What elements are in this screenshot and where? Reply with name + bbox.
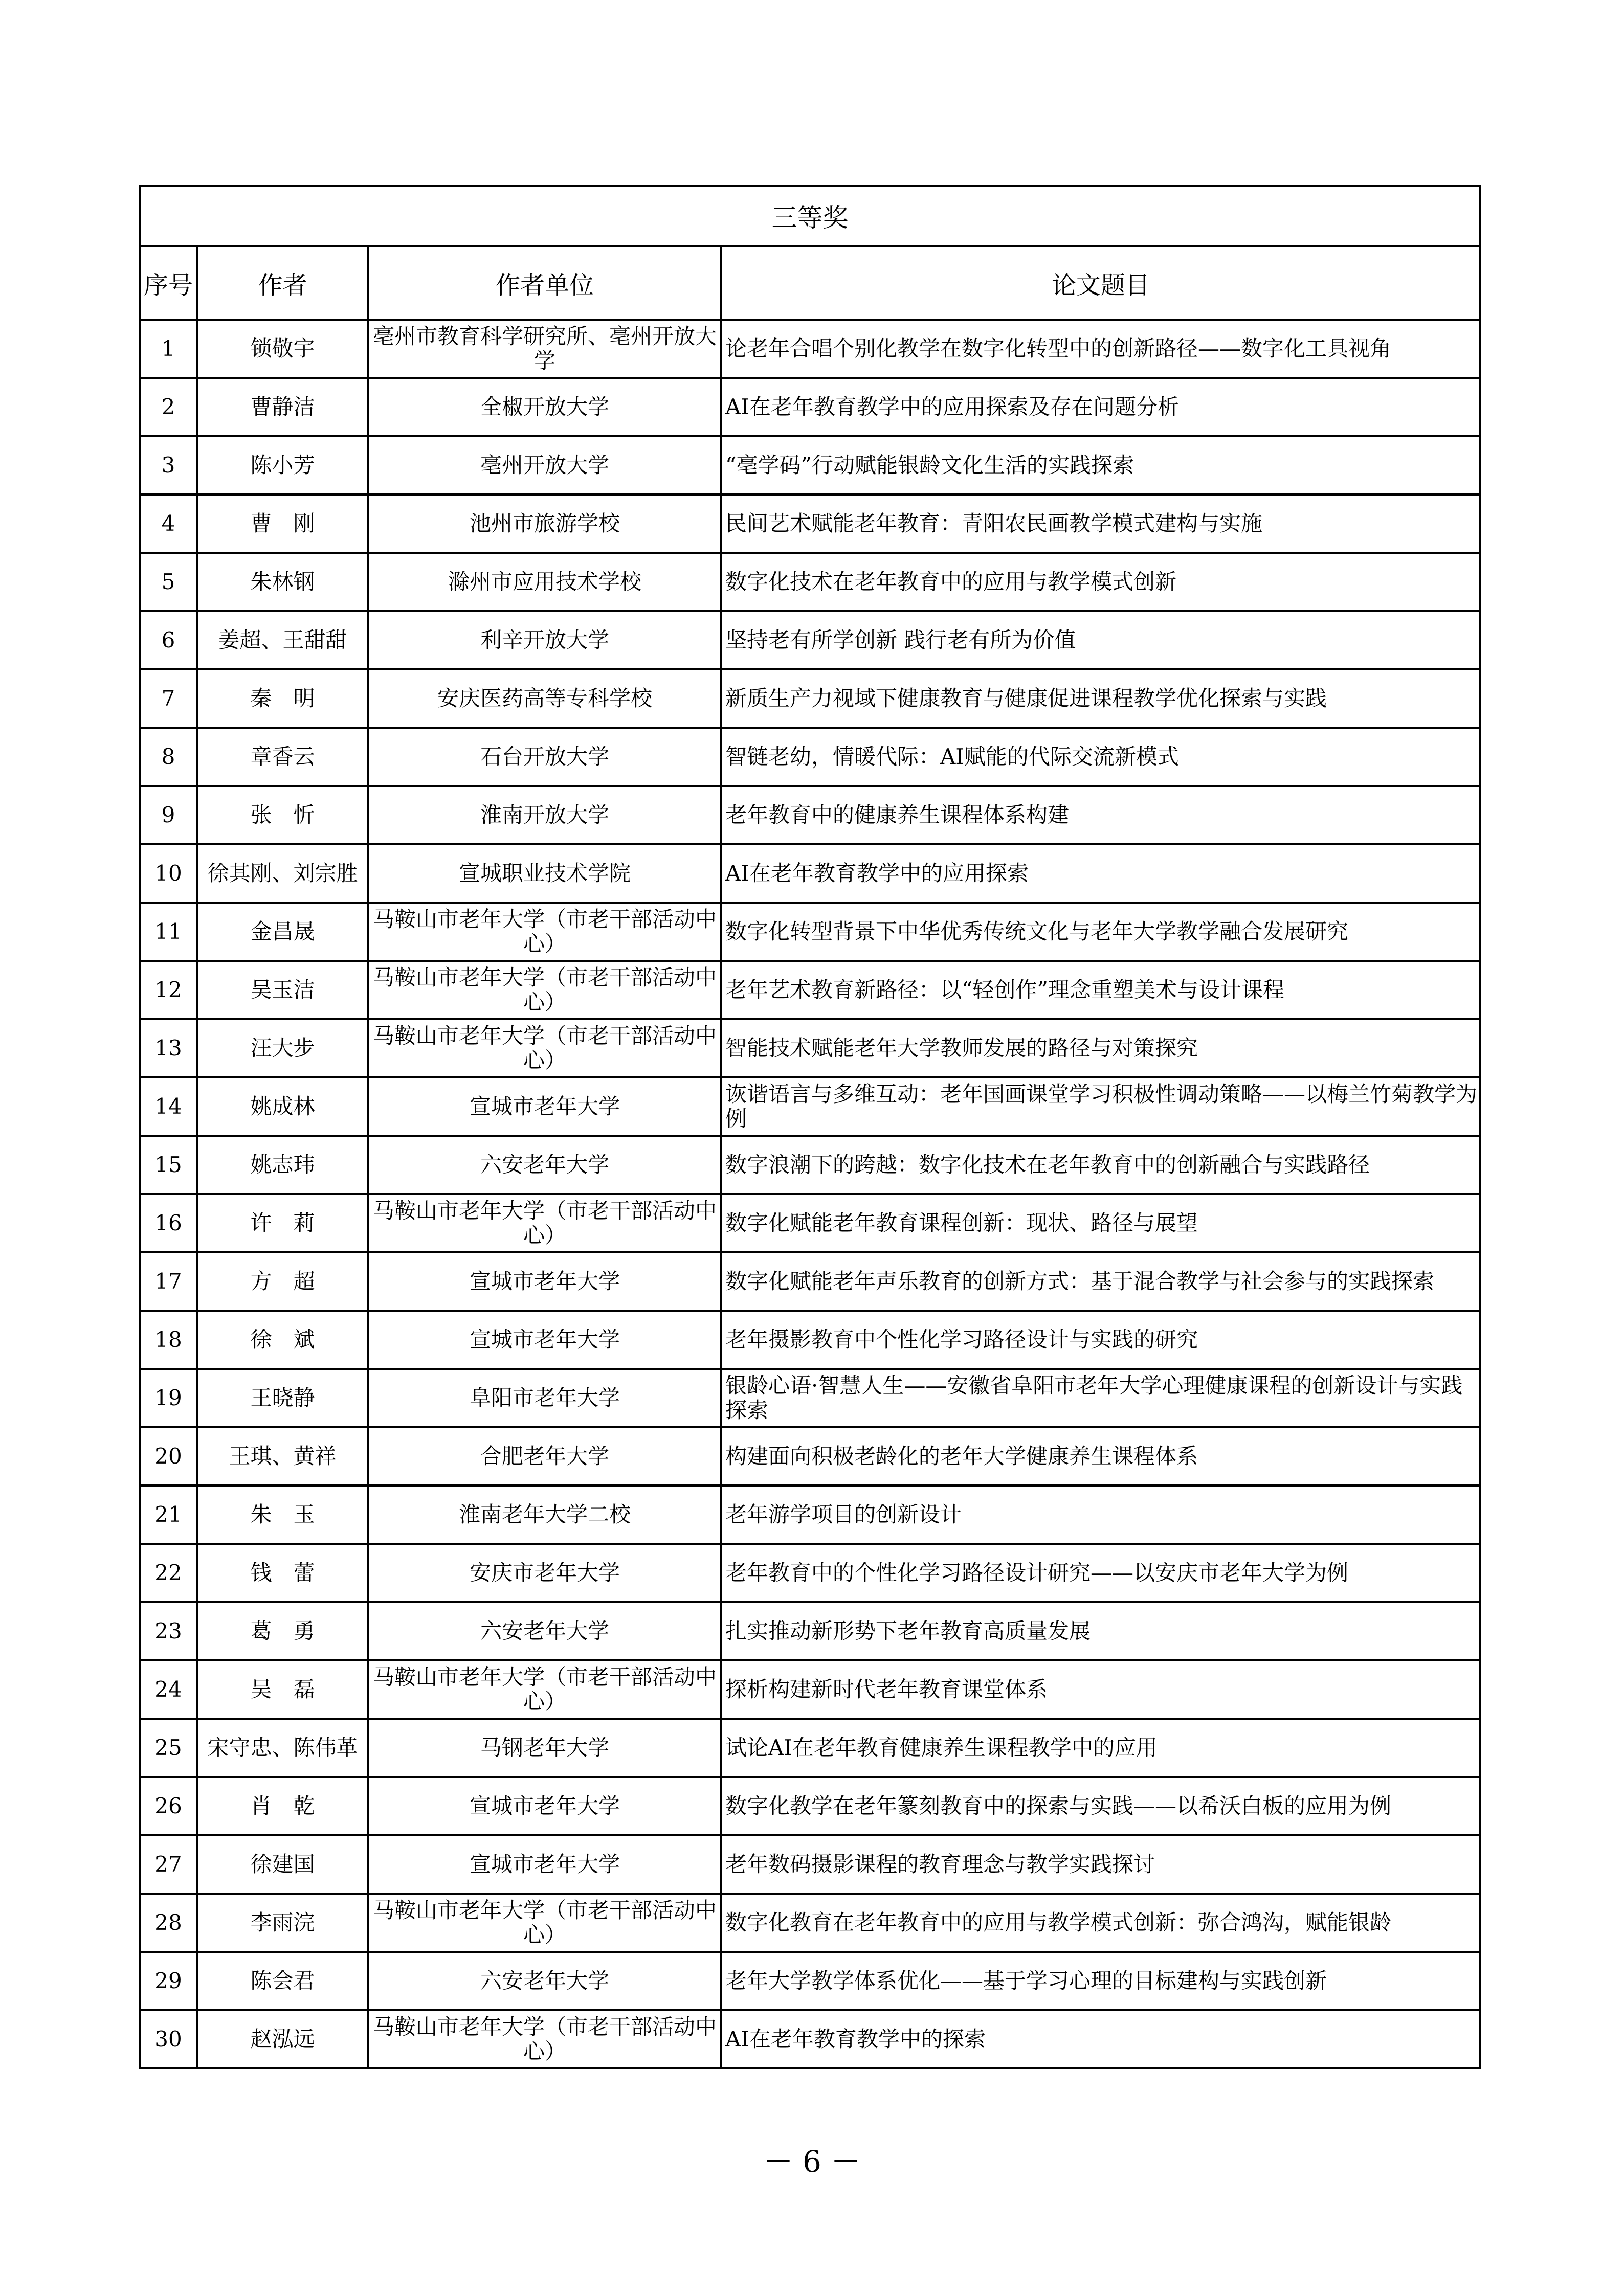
table-row <box>140 786 1480 844</box>
cell-unit: 滁州市应用技术学校 <box>368 553 721 611</box>
table-body <box>140 320 1480 2068</box>
cell-author: 姜超、王甜甜 <box>197 611 368 669</box>
cell-title: 数字化技术在老年教育中的应用与教学模式创新 <box>721 553 1480 611</box>
table-header-row <box>140 246 1480 320</box>
table-row <box>140 1252 1480 1311</box>
cell-author: 朱林钢 <box>197 553 368 611</box>
cell-unit: 宣城市老年大学 <box>368 1252 721 1311</box>
cell-no: 22 <box>140 1544 197 1602</box>
cell-title: 数字化赋能老年教育课程创新：现状、路径与展望 <box>721 1194 1480 1252</box>
cell-title: 构建面向积极老龄化的老年大学健康养生课程体系 <box>721 1427 1480 1485</box>
cell-author: 曹静洁 <box>197 378 368 436</box>
cell-unit: 马鞍山市老年大学（市老干部活动中心） <box>368 1019 721 1077</box>
header-title: 论文题目 <box>721 246 1480 320</box>
cell-author: 徐建国 <box>197 1835 368 1894</box>
cell-unit: 淮南老年大学二校 <box>368 1485 721 1544</box>
cell-author: 李雨浣 <box>197 1894 368 1952</box>
cell-no: 17 <box>140 1252 197 1311</box>
table-row <box>140 1485 1480 1544</box>
cell-title: 数字化教学在老年篆刻教育中的探索与实践——以希沃白板的应用为例 <box>721 1777 1480 1835</box>
cell-title: 数字化赋能老年声乐教育的创新方式：基于混合教学与社会参与的实践探索 <box>721 1252 1480 1311</box>
cell-no: 13 <box>140 1019 197 1077</box>
cell-author: 许 莉 <box>197 1194 368 1252</box>
cell-no: 14 <box>140 1077 197 1136</box>
cell-no: 29 <box>140 1952 197 2010</box>
cell-author: 汪大步 <box>197 1019 368 1077</box>
cell-unit: 六安老年大学 <box>368 1602 721 1660</box>
cell-title: 诙谐语言与多维互动：老年国画课堂学习积极性调动策略——以梅兰竹菊教学为例 <box>721 1077 1480 1136</box>
table-row <box>140 903 1480 961</box>
table-caption: 三等奖 <box>140 186 1480 246</box>
cell-no: 20 <box>140 1427 197 1485</box>
cell-unit: 马鞍山市老年大学（市老干部活动中心） <box>368 1194 721 1252</box>
cell-unit: 宣城市老年大学 <box>368 1777 721 1835</box>
cell-unit: 六安老年大学 <box>368 1136 721 1194</box>
cell-author: 徐其刚、刘宗胜 <box>197 844 368 903</box>
table-row <box>140 1835 1480 1894</box>
table-row <box>140 1077 1480 1136</box>
cell-unit: 阜阳市老年大学 <box>368 1369 721 1427</box>
cell-title: 老年教育中的个性化学习路径设计研究——以安庆市老年大学为例 <box>721 1544 1480 1602</box>
cell-author: 金昌晟 <box>197 903 368 961</box>
cell-unit: 宣城职业技术学院 <box>368 844 721 903</box>
table-row <box>140 1019 1480 1077</box>
cell-no: 11 <box>140 903 197 961</box>
page-number: － 6 － <box>763 2144 861 2179</box>
cell-unit: 淮南开放大学 <box>368 786 721 844</box>
cell-author: 曹 刚 <box>197 494 368 553</box>
cell-title: 数字化教育在老年教育中的应用与教学模式创新：弥合鸿沟，赋能银龄 <box>721 1894 1480 1952</box>
table-row <box>140 1660 1480 1719</box>
header-unit: 作者单位 <box>368 246 721 320</box>
cell-no: 10 <box>140 844 197 903</box>
cell-no: 21 <box>140 1485 197 1544</box>
cell-unit: 亳州开放大学 <box>368 436 721 494</box>
cell-title: 老年数码摄影课程的教育理念与教学实践探讨 <box>721 1835 1480 1894</box>
cell-unit: 马鞍山市老年大学（市老干部活动中心） <box>368 1894 721 1952</box>
cell-unit: 宣城市老年大学 <box>368 1835 721 1894</box>
cell-title: 银龄心语·智慧人生——安徽省阜阳市老年大学心理健康课程的创新设计与实践探索 <box>721 1369 1480 1427</box>
table-row <box>140 611 1480 669</box>
table-row <box>140 436 1480 494</box>
cell-unit: 马鞍山市老年大学（市老干部活动中心） <box>368 2010 721 2068</box>
cell-author: 钱 蕾 <box>197 1544 368 1602</box>
cell-author: 张 忻 <box>197 786 368 844</box>
cell-unit: 马钢老年大学 <box>368 1719 721 1777</box>
table-row <box>140 1311 1480 1369</box>
cell-author: 章香云 <box>197 728 368 786</box>
table-row <box>140 728 1480 786</box>
cell-title: 老年教育中的健康养生课程体系构建 <box>721 786 1480 844</box>
cell-title: 数字浪潮下的跨越：数字化技术在老年教育中的创新融合与实践路径 <box>721 1136 1480 1194</box>
table-row <box>140 1136 1480 1194</box>
cell-no: 5 <box>140 553 197 611</box>
cell-unit: 六安老年大学 <box>368 1952 721 2010</box>
cell-no: 27 <box>140 1835 197 1894</box>
table-row <box>140 1719 1480 1777</box>
cell-title: AI在老年教育教学中的探索 <box>721 2010 1480 2068</box>
table-row <box>140 1194 1480 1252</box>
cell-no: 30 <box>140 2010 197 2068</box>
cell-title: AI在老年教育教学中的应用探索及存在问题分析 <box>721 378 1480 436</box>
cell-unit: 利辛开放大学 <box>368 611 721 669</box>
cell-no: 8 <box>140 728 197 786</box>
cell-no: 24 <box>140 1660 197 1719</box>
cell-author: 方 超 <box>197 1252 368 1311</box>
cell-title: 老年摄影教育中个性化学习路径设计与实践的研究 <box>721 1311 1480 1369</box>
table-row <box>140 1952 1480 2010</box>
cell-author: 陈小芳 <box>197 436 368 494</box>
cell-unit: 安庆市老年大学 <box>368 1544 721 1602</box>
table-row <box>140 1602 1480 1660</box>
cell-unit: 宣城市老年大学 <box>368 1077 721 1136</box>
cell-no: 16 <box>140 1194 197 1252</box>
cell-author: 朱 玉 <box>197 1485 368 1544</box>
table-row <box>140 1544 1480 1602</box>
cell-unit: 亳州市教育科学研究所、亳州开放大学 <box>368 320 721 378</box>
table-row <box>140 1894 1480 1952</box>
cell-title: 新质生产力视域下健康教育与健康促进课程教学优化探索与实践 <box>721 669 1480 728</box>
cell-author: 陈会君 <box>197 1952 368 2010</box>
cell-title: “亳学码”行动赋能银龄文化生活的实践探索 <box>721 436 1480 494</box>
cell-title: 探析构建新时代老年教育课堂体系 <box>721 1660 1480 1719</box>
cell-unit: 石台开放大学 <box>368 728 721 786</box>
cell-author: 王琪、黄祥 <box>197 1427 368 1485</box>
cell-author: 宋守忠、陈伟革 <box>197 1719 368 1777</box>
cell-title: 智链老幼，情暖代际：AI赋能的代际交流新模式 <box>721 728 1480 786</box>
cell-author: 王晓静 <box>197 1369 368 1427</box>
cell-title: 老年艺术教育新路径：以“轻创作”理念重塑美术与设计课程 <box>721 961 1480 1019</box>
cell-unit: 马鞍山市老年大学（市老干部活动中心） <box>368 961 721 1019</box>
table-row <box>140 669 1480 728</box>
table-row <box>140 320 1480 378</box>
cell-no: 23 <box>140 1602 197 1660</box>
table-row <box>140 1369 1480 1427</box>
header-author: 作者 <box>197 246 368 320</box>
cell-no: 6 <box>140 611 197 669</box>
table-row <box>140 2010 1480 2068</box>
cell-title: 老年大学教学体系优化——基于学习心理的目标建构与实践创新 <box>721 1952 1480 2010</box>
table-row <box>140 844 1480 903</box>
cell-no: 4 <box>140 494 197 553</box>
cell-no: 18 <box>140 1311 197 1369</box>
cell-no: 25 <box>140 1719 197 1777</box>
cell-no: 26 <box>140 1777 197 1835</box>
table-row <box>140 494 1480 553</box>
cell-title: 民间艺术赋能老年教育：青阳农民画教学模式建构与实施 <box>721 494 1480 553</box>
cell-title: 扎实推动新形势下老年教育高质量发展 <box>721 1602 1480 1660</box>
cell-author: 姚志玮 <box>197 1136 368 1194</box>
cell-title: 论老年合唱个别化教学在数字化转型中的创新路径——数字化工具视角 <box>721 320 1480 378</box>
cell-author: 秦 明 <box>197 669 368 728</box>
cell-title: 老年游学项目的创新设计 <box>721 1485 1480 1544</box>
cell-unit: 马鞍山市老年大学（市老干部活动中心） <box>368 903 721 961</box>
cell-author: 锁敬宇 <box>197 320 368 378</box>
cell-title: 试论AI在老年教育健康养生课程教学中的应用 <box>721 1719 1480 1777</box>
table-row <box>140 378 1480 436</box>
table-row <box>140 553 1480 611</box>
cell-no: 2 <box>140 378 197 436</box>
cell-unit: 马鞍山市老年大学（市老干部活动中心） <box>368 1660 721 1719</box>
cell-unit: 全椒开放大学 <box>368 378 721 436</box>
cell-unit: 宣城市老年大学 <box>368 1311 721 1369</box>
cell-author: 吴玉洁 <box>197 961 368 1019</box>
cell-no: 28 <box>140 1894 197 1952</box>
cell-unit: 池州市旅游学校 <box>368 494 721 553</box>
cell-no: 7 <box>140 669 197 728</box>
table-caption-row <box>140 186 1480 246</box>
cell-no: 12 <box>140 961 197 1019</box>
cell-author: 葛 勇 <box>197 1602 368 1660</box>
cell-author: 肖 乾 <box>197 1777 368 1835</box>
cell-author: 赵泓远 <box>197 2010 368 2068</box>
cell-title: 数字化转型背景下中华优秀传统文化与老年大学教学融合发展研究 <box>721 903 1480 961</box>
cell-author: 吴 磊 <box>197 1660 368 1719</box>
cell-no: 15 <box>140 1136 197 1194</box>
cell-no: 19 <box>140 1369 197 1427</box>
table-row <box>140 1427 1480 1485</box>
cell-author: 徐 斌 <box>197 1311 368 1369</box>
cell-title: AI在老年教育教学中的应用探索 <box>721 844 1480 903</box>
table-row <box>140 961 1480 1019</box>
cell-no: 3 <box>140 436 197 494</box>
cell-author: 姚成林 <box>197 1077 368 1136</box>
cell-title: 坚持老有所学创新 践行老有所为价值 <box>721 611 1480 669</box>
table-row <box>140 1777 1480 1835</box>
header-no: 序号 <box>140 246 197 320</box>
cell-title: 智能技术赋能老年大学教师发展的路径与对策探究 <box>721 1019 1480 1077</box>
cell-unit: 安庆医药高等专科学校 <box>368 669 721 728</box>
cell-unit: 合肥老年大学 <box>368 1427 721 1485</box>
award-table <box>139 185 1481 2069</box>
cell-no: 1 <box>140 320 197 378</box>
cell-no: 9 <box>140 786 197 844</box>
